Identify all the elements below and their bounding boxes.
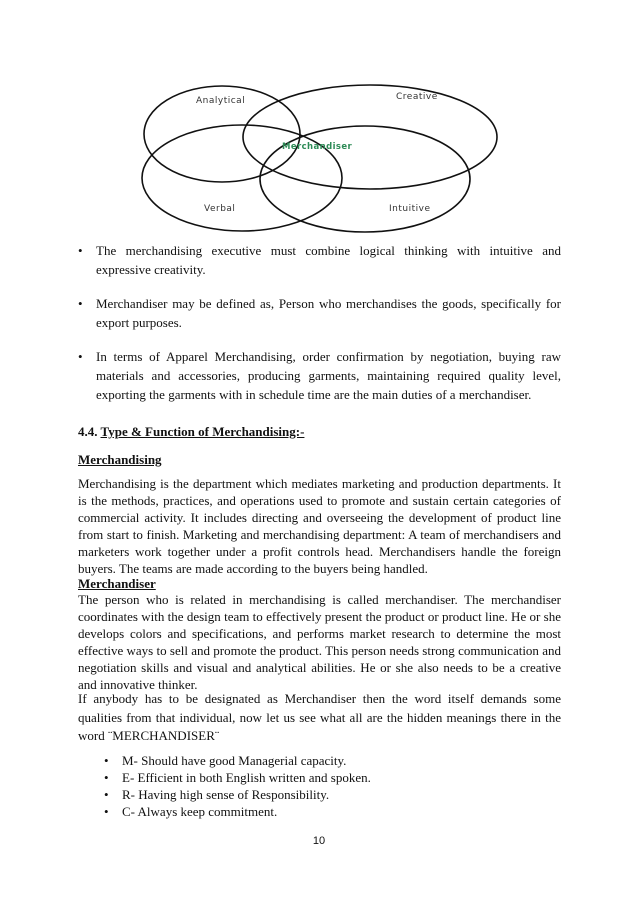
section-number: 4.4. bbox=[78, 424, 98, 439]
bullet-item: • The merchandising executive must combine logical thinking with intuitive and expressive creativity. bbox=[78, 241, 561, 279]
section-heading bbox=[78, 424, 304, 440]
merchandiser-acronym-list bbox=[104, 752, 371, 820]
acronym-item: • E- Efficient in both English written and spoken. bbox=[104, 769, 371, 786]
venn-label-intuitive: Intuitive bbox=[389, 204, 431, 214]
venn-label-analytical: Analytical bbox=[196, 96, 246, 106]
merchandiser-venn-diagram bbox=[140, 84, 500, 234]
venn-label-creative: Creative bbox=[396, 92, 438, 102]
section-title: Type & Function of Merchandising:- bbox=[100, 424, 305, 439]
acronym-item: • R- Having high sense of Responsibility. bbox=[104, 786, 371, 803]
page-number: 10 bbox=[312, 835, 326, 847]
bullet-item: • Merchandiser may be defined as, Person who merchandises the goods, specifically for export purposes. bbox=[78, 294, 561, 332]
merchandiser-paragraph: The person who is related in merchandising is called merchandiser. The merchandiser coordinates with the design team to effectively present the product or product line. He or she develops colors and specifications, and performs market research to determine the most effective ways to sell and promote the product. This person needs strong communication and negotiation skills and visual and analytical abilities. He or she also needs to be a creative and innovative thinker. bbox=[78, 592, 561, 692]
merchandising-paragraph: Merchandising is the department which mediates marketing and production departments. It is the methods, practices, and operations used to promote and sustain certain categories of commercial activity. It includes directing and overseeing the development of product line from start to finish. Marketing and merchandising department: A team of merchandisers and marketers work together under a profit controls head. Merchandisers handle the foreign buyers. The teams are made according to the buyers being handled. bbox=[78, 476, 561, 576]
merchandiser-heading: Merchandiser bbox=[78, 576, 156, 591]
venn-label-center: Merchandiser bbox=[282, 142, 353, 152]
summary-bullet-list bbox=[78, 241, 561, 419]
designation-paragraph: If anybody has to be designated as Merchandiser then the word itself demands some qualities from that individual, now let us see what all are the hidden meanings there in the word ¨MERCHANDISER¨ bbox=[78, 691, 561, 743]
venn-circle-verbal bbox=[142, 125, 342, 231]
acronym-item: • C- Always keep commitment. bbox=[104, 803, 371, 820]
acronym-item: • M- Should have good Managerial capacity. bbox=[104, 752, 371, 769]
bullet-item: • In terms of Apparel Merchandising, order confirmation by negotiation, buying raw materials and accessories, producing garments, maintaining required quality level, exporting the garments with in schedule time are the main duties of a merchandiser. bbox=[78, 347, 561, 404]
merchandising-heading: Merchandising bbox=[78, 452, 162, 467]
venn-label-verbal: Verbal bbox=[204, 204, 236, 214]
venn-circle-creative bbox=[243, 85, 497, 189]
